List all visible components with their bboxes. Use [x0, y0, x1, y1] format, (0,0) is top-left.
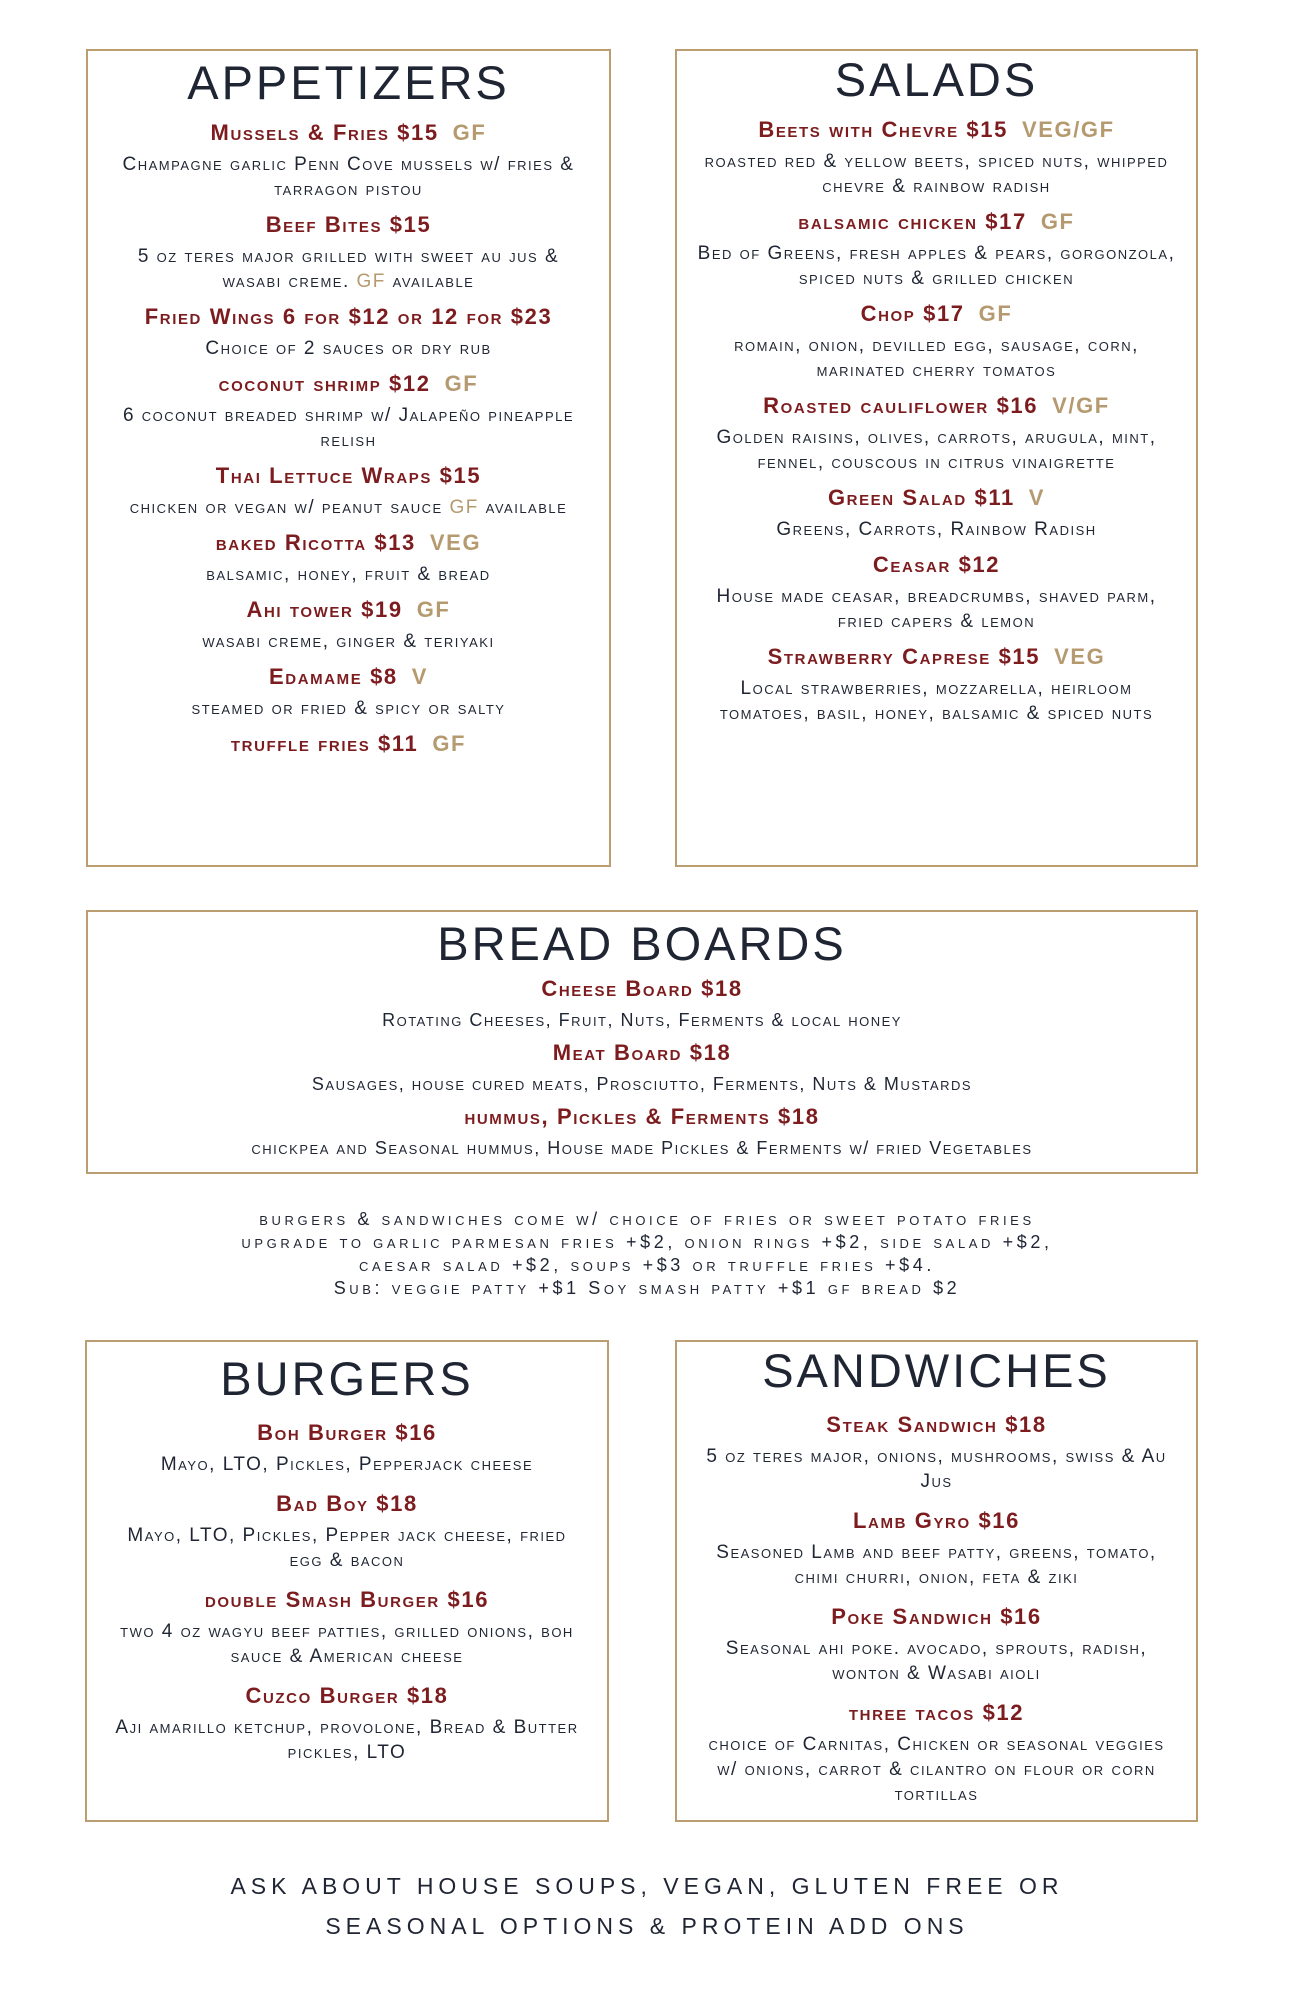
item-title: Beets with Chevre $15	[758, 117, 1008, 142]
description-text: Champagne garlic Penn Cove mussels w/ fries & tarragon pistou	[122, 154, 575, 200]
description-text: Seasonal ahi poke. avocado, sprouts, radish, wonton & Wasabi aioli	[725, 1638, 1148, 1684]
menu-item-name	[88, 1100, 1196, 1133]
dietary-tag: GF	[416, 597, 451, 622]
description-text: 5 oz teres major, onions, mushrooms, swiss & Au Jus	[706, 1446, 1167, 1492]
menu-item-description	[677, 584, 1196, 634]
section-title: SALADS	[834, 53, 1039, 106]
description-text: 5 oz teres major grilled with sweet au jus & wasabi creme.	[137, 246, 560, 292]
description-text: Greens, Carrots, Rainbow Radish	[776, 519, 1097, 540]
item-title: Green Salad $11	[827, 485, 1015, 510]
section-title: APPETIZERS	[187, 56, 510, 109]
menu-item-description	[677, 517, 1196, 542]
section-title: SANDWICHES	[762, 1344, 1111, 1397]
description-text: Aji amarillo ketchup, provolone, Bread & Butter pickles, LTO	[115, 1717, 579, 1763]
menu-item-name	[677, 1602, 1196, 1632]
menu-item-description	[88, 1005, 1196, 1035]
dietary-tag: GF	[1040, 209, 1075, 234]
dietary-tag: GF	[452, 120, 487, 145]
menu-item-description	[677, 1540, 1196, 1590]
menu-item-name	[677, 299, 1196, 329]
note-line: Sub: veggie patty +$1 Soy smash patty +$1 gf bread $2	[333, 1278, 961, 1298]
description-text: Local strawberries, mozzarella, heirloom tomatoes, basil, honey, balsamic & spiced nuts	[719, 678, 1154, 724]
item-title: hummus, Pickles & Ferments $18	[464, 1104, 820, 1129]
dietary-tag: V	[411, 664, 429, 689]
menu-item-description	[87, 1619, 607, 1669]
appetizers-section	[86, 49, 611, 867]
item-title: Thai Lettuce Wraps $15	[215, 463, 482, 488]
item-title: Steak Sandwich $18	[826, 1412, 1047, 1437]
sandwiches-section	[675, 1340, 1198, 1822]
menu-item-name	[677, 115, 1196, 145]
menu-item-description	[88, 336, 609, 361]
dietary-tag: GF	[356, 271, 386, 292]
description-text: Seasoned Lamb and beef patty, greens, tomato, chimi churri, onion, feta & ziki	[716, 1542, 1157, 1588]
item-title: Ahi tower $19	[246, 597, 403, 622]
description-text: roasted red & yellow beets, spiced nuts, whipped chevre & rainbow radish	[704, 151, 1169, 197]
menu-item-name	[88, 729, 609, 759]
item-title: Bad Boy $18	[276, 1491, 418, 1516]
menu-item-name	[677, 207, 1196, 237]
dietary-tag: GF	[432, 731, 467, 756]
menu-item-name	[88, 528, 609, 558]
dietary-tag: VEG	[1054, 644, 1106, 669]
dietary-tag: GF	[978, 301, 1013, 326]
item-title: baked Ricotta $13	[215, 530, 416, 555]
description-text: Choice of 2 sauces or dry rub	[205, 338, 492, 359]
item-title: Ceasar $12	[872, 552, 1001, 577]
menu-item-description	[677, 425, 1196, 475]
menu-item-description	[88, 495, 609, 520]
menu-item-description	[88, 562, 609, 587]
item-title: Edamame $8	[268, 664, 398, 689]
item-title: Strawberry Caprese $15	[767, 644, 1041, 669]
menu-item-name	[87, 1585, 607, 1615]
item-title: Lamb Gyro $16	[853, 1508, 1020, 1533]
menu-item-name	[677, 642, 1196, 672]
item-title: balsamic chicken $17	[798, 209, 1027, 234]
item-title: Poke Sandwich $16	[831, 1604, 1042, 1629]
menu-item-name	[677, 550, 1196, 580]
menu-item-description	[677, 149, 1196, 199]
menu-item-description	[677, 1636, 1196, 1686]
description-text: Golden raisins, olives, carrots, arugula, mint, fennel, couscous in citrus vinaigrette	[716, 427, 1157, 473]
item-title: Mussels & Fries $15	[210, 120, 439, 145]
description-text: choice of Carnitas, Chicken or seasonal veggies w/ onions, carrot & cilantro on flour or corn tortillas	[708, 1734, 1165, 1805]
description-text: chicken or vegan w/ peanut sauce	[129, 497, 450, 518]
item-title: Chop $17	[860, 301, 965, 326]
menu-item-description	[88, 244, 609, 294]
section-title: BREAD BOARDS	[437, 917, 847, 970]
menu-item-name	[88, 1036, 1196, 1069]
menu-item-name	[677, 1410, 1196, 1440]
menu-item-description	[87, 1523, 607, 1573]
menu-item-name	[88, 461, 609, 491]
salads-section	[675, 49, 1198, 867]
menu-item-description	[88, 1069, 1196, 1099]
footer-note	[0, 1866, 1294, 1946]
menu-item-description	[88, 1133, 1196, 1163]
menu-item-name	[677, 1506, 1196, 1536]
menu-item-name	[677, 391, 1196, 421]
note-line: burgers & sandwiches come w/ choice of fries or sweet potato fries	[259, 1209, 1035, 1229]
dietary-tag: GF	[449, 497, 479, 518]
menu-item-name	[677, 483, 1196, 513]
description-text: chickpea and Seasonal hummus, House made Pickles & Ferments w/ fried Vegetables	[251, 1138, 1033, 1158]
item-title: Cuzco Burger $18	[245, 1683, 449, 1708]
dietary-tag: V/GF	[1052, 393, 1110, 418]
menu-item-description	[87, 1715, 607, 1765]
dietary-tag: VEG/GF	[1021, 117, 1115, 142]
menu-item-description	[677, 241, 1196, 291]
menu-item-name	[87, 1418, 607, 1448]
description-text: balsamic, honey, fruit & bread	[206, 564, 491, 585]
footer-line: SEASONAL OPTIONS & PROTEIN ADD ONS	[325, 1913, 969, 1939]
menu-item-name	[88, 972, 1196, 1005]
bread-boards-section	[86, 910, 1198, 1174]
item-title: Beef Bites $15	[265, 212, 432, 237]
description-text: wasabi creme, ginger & teriyaki	[202, 631, 495, 652]
description-text: House made ceasar, breadcrumbs, shaved parm, fried capers & lemon	[716, 586, 1157, 632]
description-text: two 4 oz wagyu beef patties, grilled onions, boh sauce & American cheese	[120, 1621, 574, 1667]
footer-line: ASK ABOUT HOUSE SOUPS, VEGAN, GLUTEN FREE OR	[230, 1873, 1064, 1899]
note-line: upgrade to garlic parmesan fries +$2, onion rings +$2, side salad +$2,	[241, 1232, 1053, 1252]
menu-item-name	[87, 1681, 607, 1711]
description-text: Mayo, LTO, Pickles, Pepperjack cheese	[160, 1454, 534, 1475]
item-title: truffle fries $11	[230, 731, 419, 756]
menu-item-description	[677, 1732, 1196, 1807]
item-title: coconut shrimp $12	[218, 371, 431, 396]
description-text: available	[478, 497, 568, 518]
description-text: available	[385, 271, 475, 292]
description-text: steamed or fried & spicy or salty	[191, 698, 506, 719]
item-title: Boh Burger $16	[257, 1420, 437, 1445]
sides-note	[0, 1208, 1294, 1300]
description-text: Mayo, LTO, Pickles, Pepper jack cheese, fried egg & bacon	[127, 1525, 567, 1571]
menu-item-description	[88, 696, 609, 721]
dietary-tag: V	[1028, 485, 1046, 510]
menu-item-description	[88, 629, 609, 654]
menu-item-name	[677, 1698, 1196, 1728]
menu-item-name	[88, 302, 609, 332]
menu-item-name	[88, 595, 609, 625]
menu-item-name	[88, 118, 609, 148]
section-title: BURGERS	[220, 1352, 474, 1405]
burgers-section	[85, 1340, 609, 1822]
description-text: 6 coconut breaded shrimp w/ Jalapeño pineapple relish	[122, 405, 575, 451]
menu-item-description	[88, 403, 609, 453]
menu-item-name	[88, 210, 609, 240]
dietary-tag: VEG	[429, 530, 482, 555]
description-text: Rotating Cheeses, Fruit, Nuts, Ferments & local honey	[382, 1010, 902, 1030]
item-title: Cheese Board $18	[541, 976, 743, 1001]
menu-item-description	[677, 676, 1196, 726]
menu-item-description	[88, 152, 609, 202]
item-title: Fried Wings 6 for $12 or 12 for $23	[144, 304, 553, 329]
item-title: three tacos $12	[848, 1700, 1025, 1725]
description-text: Bed of Greens, fresh apples & pears, gorgonzola, spiced nuts & grilled chicken	[697, 243, 1176, 289]
menu-item-description	[677, 1444, 1196, 1494]
menu-item-description	[87, 1452, 607, 1477]
item-title: Roasted cauliflower $16	[763, 393, 1039, 418]
menu-item-name	[88, 369, 609, 399]
menu-item-name	[87, 1489, 607, 1519]
item-title: double Smash Burger $16	[204, 1587, 490, 1612]
item-title: Meat Board $18	[552, 1040, 732, 1065]
menu-item-name	[88, 662, 609, 692]
menu-item-description	[677, 333, 1196, 383]
description-text: Sausages, house cured meats, Prosciutto, Ferments, Nuts & Mustards	[311, 1074, 973, 1094]
dietary-tag: GF	[444, 371, 479, 396]
description-text: romain, onion, devilled egg, sausage, corn, marinated cherry tomatos	[734, 335, 1139, 381]
note-line: caesar salad +$2, soups +$3 or truffle fries +$4.	[359, 1255, 935, 1275]
